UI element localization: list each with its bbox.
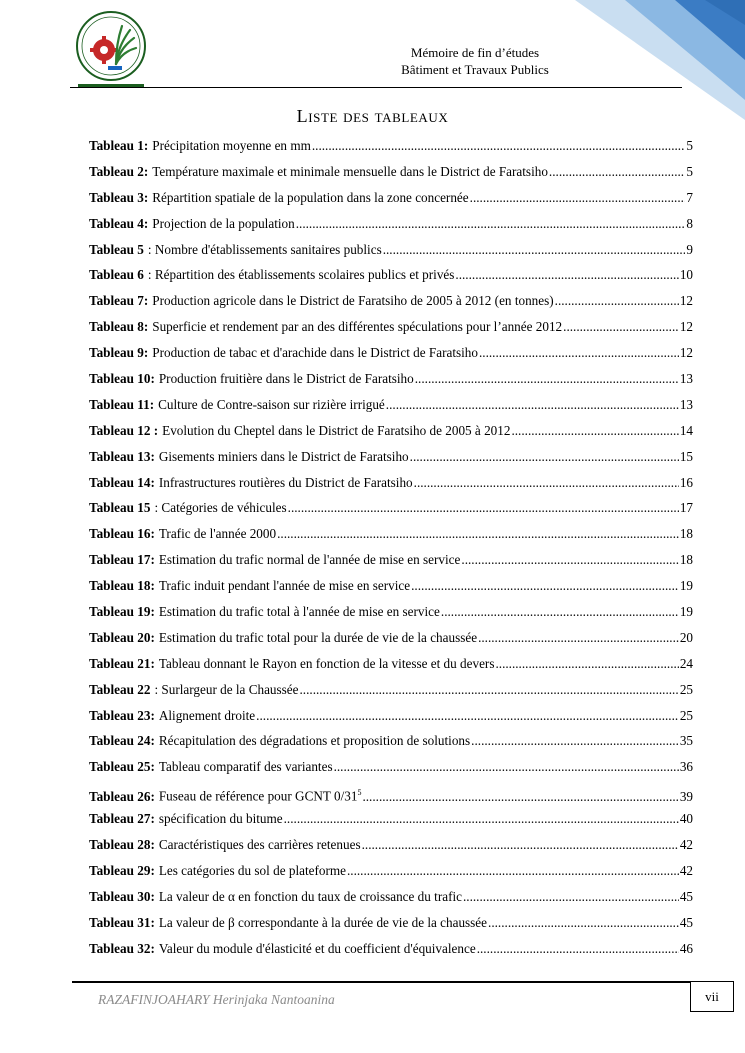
list-item[interactable]: [89, 677, 693, 703]
header-line-field: Bâtiment et Travaux Publics: [401, 62, 549, 77]
dot-leader: [463, 884, 679, 910]
entry-label: Tableau 16:: [89, 526, 155, 542]
dot-leader: [288, 495, 679, 521]
entry-label: Tableau 27:: [89, 811, 155, 827]
list-item[interactable]: [89, 340, 693, 366]
entry-label: Tableau 31:: [89, 914, 155, 930]
footer-rule: [72, 981, 690, 983]
dot-leader: [312, 133, 686, 159]
entry-title-text: Estimation du trafic total pour la durée de vie de la chaussée: [158, 629, 478, 645]
entry-label: Tableau 6: [89, 267, 144, 283]
header-rule: [70, 87, 682, 88]
entry-page-number: 35: [679, 733, 693, 749]
entry-label: Tableau 21:: [89, 655, 155, 671]
entry-page-number: 42: [679, 862, 693, 878]
list-item[interactable]: [89, 392, 693, 418]
dot-leader: [256, 703, 679, 729]
entry-title-text: : Catégories de véhicules: [154, 500, 287, 516]
entry-page-number: 45: [679, 914, 693, 930]
entry-label: Tableau 3:: [89, 189, 149, 205]
entry-title-text: Tableau donnant le Rayon en fonction de la vitesse et du devers: [158, 655, 495, 671]
entry-page-number: 9: [686, 241, 693, 257]
dot-leader: [441, 599, 679, 625]
list-item[interactable]: [89, 495, 693, 521]
dot-leader: [555, 288, 679, 314]
entry-title: [159, 910, 487, 936]
entry-page-number: 25: [679, 707, 693, 723]
entry-title: [159, 754, 333, 780]
entry-title: [159, 858, 346, 884]
entry-label: Tableau 30:: [89, 888, 155, 904]
entry-label: Tableau 19:: [89, 604, 155, 620]
entry-title: [148, 237, 382, 263]
list-item[interactable]: [89, 728, 693, 754]
entry-title-text: Infrastructures routières du District de Faratsiho: [158, 474, 413, 490]
entry-page-number: 10: [679, 267, 693, 283]
entry-title: [154, 677, 298, 703]
list-item[interactable]: [89, 521, 693, 547]
entry-title: [162, 418, 510, 444]
entry-title: [159, 884, 462, 910]
entry-title: [152, 133, 311, 159]
list-item[interactable]: [89, 910, 693, 936]
entry-page-number: 8: [686, 215, 693, 231]
entry-page-number: 12: [679, 319, 693, 335]
entry-title-text: Répartition spatiale de la population dans la zone concernée: [152, 189, 469, 205]
entry-title-text: La valeur de α en fonction du taux de croissance du trafic: [158, 888, 462, 904]
list-item[interactable]: [89, 884, 693, 910]
dot-leader: [461, 547, 678, 573]
dot-leader: [347, 858, 679, 884]
entry-title: [159, 780, 362, 809]
entry-page-number: 5: [686, 163, 693, 179]
dot-leader: [479, 340, 679, 366]
entry-title: [159, 521, 276, 547]
dot-leader: [415, 366, 679, 392]
list-item[interactable]: [89, 211, 693, 237]
entry-title-text: Trafic induit pendant l'année de mise en service: [158, 578, 411, 594]
entry-page-number: 45: [679, 888, 693, 904]
entry-title: [152, 185, 468, 211]
list-item[interactable]: [89, 780, 693, 806]
dot-leader: [383, 237, 686, 263]
running-header: [360, 44, 590, 78]
entry-page-number: 42: [679, 837, 693, 853]
list-item[interactable]: [89, 185, 693, 211]
entry-title-text: Culture de Contre-saison sur rizière irrigué: [158, 396, 385, 412]
entry-title: [159, 444, 409, 470]
entry-label: Tableau 29:: [89, 862, 155, 878]
dot-leader: [296, 211, 686, 237]
entry-page-number: 7: [686, 189, 693, 205]
dot-leader: [410, 444, 679, 470]
entry-label: Tableau 17:: [89, 552, 155, 568]
dot-leader: [495, 651, 678, 677]
entry-title: [159, 573, 410, 599]
entry-footnote-ref: 5: [357, 788, 362, 798]
entry-label: Tableau 23:: [89, 707, 155, 723]
dot-leader: [549, 159, 685, 185]
entry-page-number: 12: [679, 293, 693, 309]
entry-title-text: Gisements miniers dans le District de Faratsiho: [158, 448, 409, 464]
dot-leader: [511, 418, 678, 444]
entry-title-text: Trafic de l'année 2000: [158, 526, 277, 542]
list-item[interactable]: [89, 703, 693, 729]
entry-title: [158, 392, 385, 418]
entry-page-number: 5: [686, 138, 693, 153]
entry-title: [159, 936, 476, 962]
entry-title: [152, 340, 478, 366]
dot-leader: [277, 521, 679, 547]
dot-leader: [386, 392, 679, 418]
entry-title-text: Production agricole dans le District de Faratsiho de 2005 à 2012 (en tonnes): [152, 293, 554, 309]
entry-title: [152, 211, 294, 237]
entry-page-number: 18: [679, 552, 693, 568]
page-number: vii: [705, 989, 719, 1004]
entry-label: Tableau 13:: [89, 448, 155, 464]
dot-leader: [477, 936, 679, 962]
entry-page-number: 36: [679, 759, 693, 775]
entry-title-text: Estimation du trafic total à l'année de mise en service: [158, 604, 440, 620]
entry-label: Tableau 12 :: [89, 422, 159, 438]
entry-label: Tableau 11:: [89, 396, 155, 412]
entry-page-number: 40: [679, 811, 693, 827]
dot-leader: [362, 832, 679, 858]
entry-page-number: 13: [679, 371, 693, 387]
entry-label: Tableau 10:: [89, 371, 155, 387]
entry-label: Tableau 15: [89, 500, 151, 516]
list-item[interactable]: [89, 936, 693, 962]
dot-leader: [300, 677, 679, 703]
list-item[interactable]: [89, 418, 693, 444]
entry-title: [152, 314, 562, 340]
entry-label: Tableau 26:: [89, 788, 155, 804]
page-number-box: [690, 981, 734, 1012]
entry-page-number: 17: [679, 500, 693, 516]
header-line-memoire: Mémoire de fin d’études: [410, 45, 540, 60]
footer-author: RAZAFINJOAHARY Herinjaka Nantoanina: [98, 992, 335, 1007]
entry-title: [159, 832, 361, 858]
dot-leader: [284, 806, 679, 832]
entry-page-number: 18: [679, 526, 693, 542]
entry-page-number: 39: [679, 788, 693, 804]
entry-title: [159, 625, 477, 651]
entry-label: Tableau 1:: [89, 138, 149, 153]
dot-leader: [563, 314, 679, 340]
entry-label: Tableau 5: [89, 241, 144, 257]
entry-page-number: 14: [679, 422, 693, 438]
entry-page-number: 20: [679, 629, 693, 645]
entry-title-text: Récapitulation des dégradations et proposition de solutions: [158, 733, 471, 749]
list-item[interactable]: [89, 806, 693, 832]
entry-title: [152, 288, 553, 314]
page-title: Liste des tableaux: [296, 106, 449, 126]
entry-page-number: 13: [679, 396, 693, 412]
entry-title: [154, 495, 286, 521]
list-item[interactable]: [89, 858, 693, 884]
school-logo: [70, 8, 152, 90]
dot-leader: [411, 573, 679, 599]
entry-title: [159, 651, 495, 677]
entry-page-number: 25: [679, 681, 693, 697]
entry-title-text: spécification du bitume: [158, 811, 283, 827]
dot-leader: [471, 728, 679, 754]
entry-title-text: Précipitation moyenne en mm: [152, 138, 311, 153]
entry-page-number: 16: [679, 474, 693, 490]
entry-title: [159, 599, 440, 625]
entry-label: Tableau 2:: [89, 163, 149, 179]
entry-label: Tableau 25:: [89, 759, 155, 775]
entry-title-text: Fuseau de référence pour GCNT 0/31: [158, 788, 358, 804]
entry-title-text: Valeur du module d'élasticité et du coefficient d'équivalence: [158, 940, 476, 956]
list-item[interactable]: [89, 444, 693, 470]
entry-title-text: Production fruitière dans le District de Faratsiho: [158, 371, 414, 387]
entry-title-text: Projection de la population: [152, 215, 295, 231]
entry-label: Tableau 14:: [89, 474, 155, 490]
list-item[interactable]: [89, 754, 693, 780]
entry-page-number: 24: [679, 655, 693, 671]
entry-label: Tableau 20:: [89, 629, 155, 645]
entry-label: Tableau 22: [89, 681, 151, 697]
entry-title-text: : Surlargeur de la Chaussée: [154, 681, 299, 697]
entry-title: [159, 470, 413, 496]
list-item[interactable]: [89, 314, 693, 340]
list-item[interactable]: [89, 262, 693, 288]
entry-title: [152, 159, 548, 185]
entry-title: [148, 262, 455, 288]
entry-label: Tableau 7:: [89, 293, 149, 309]
entry-label: Tableau 8:: [89, 319, 149, 335]
dot-leader: [414, 470, 679, 496]
list-item[interactable]: [89, 133, 693, 159]
entry-title-text: Evolution du Cheptel dans le District de Faratsiho de 2005 à 2012: [162, 422, 511, 438]
entry-title-text: Production de tabac et d'arachide dans le District de Faratsiho: [152, 345, 478, 361]
entry-page-number: 19: [679, 604, 693, 620]
entry-title: [159, 806, 283, 832]
entry-title-text: Estimation du trafic normal de l'année de mise en service: [158, 552, 461, 568]
entry-page-number: 46: [679, 940, 693, 956]
dot-leader: [478, 625, 679, 651]
entry-title: [159, 366, 414, 392]
entry-title: [159, 703, 255, 729]
entry-title-text: La valeur de β correspondante à la durée de vie de la chaussée: [158, 914, 488, 930]
list-item[interactable]: [89, 625, 693, 651]
dot-leader: [470, 185, 686, 211]
list-item[interactable]: [89, 573, 693, 599]
list-item[interactable]: [89, 547, 693, 573]
list-item[interactable]: [89, 470, 693, 496]
entry-title-text: : Répartition des établissements scolaires publics et privés: [147, 267, 455, 283]
dot-leader: [455, 262, 678, 288]
entry-page-number: 19: [679, 578, 693, 594]
entry-label: Tableau 28:: [89, 837, 155, 853]
entry-title-text: Caractéristiques des carrières retenues: [158, 837, 361, 853]
dot-leader: [334, 754, 679, 780]
table-list: [89, 133, 693, 962]
list-item[interactable]: [89, 237, 693, 263]
dot-leader: [488, 910, 679, 936]
list-item[interactable]: [89, 366, 693, 392]
entry-title-text: Tableau comparatif des variantes: [158, 759, 333, 775]
list-item[interactable]: [89, 832, 693, 858]
entry-title-text: Superficie et rendement par an des différentes spéculations pour l’année 2012: [152, 319, 563, 335]
list-item[interactable]: [89, 651, 693, 677]
entry-label: Tableau 4:: [89, 215, 149, 231]
list-item[interactable]: [89, 599, 693, 625]
entry-title: [159, 728, 470, 754]
entry-label: Tableau 24:: [89, 733, 155, 749]
entry-title-text: Les catégories du sol de plateforme: [158, 862, 346, 878]
entry-label: Tableau 32:: [89, 940, 155, 956]
entry-title-text: : Nombre d'établissements sanitaires publics: [147, 241, 382, 257]
entry-title-text: Alignement droite: [158, 707, 256, 723]
entry-label: Tableau 18:: [89, 578, 155, 594]
entry-page-number: 12: [679, 345, 693, 361]
entry-label: Tableau 9:: [89, 345, 149, 361]
list-item[interactable]: [89, 159, 693, 185]
entry-title-text: Température maximale et minimale mensuelle dans le District de Faratsiho: [152, 163, 548, 179]
entry-page-number: 15: [679, 448, 693, 464]
list-item[interactable]: [89, 288, 693, 314]
entry-title: [159, 547, 461, 573]
